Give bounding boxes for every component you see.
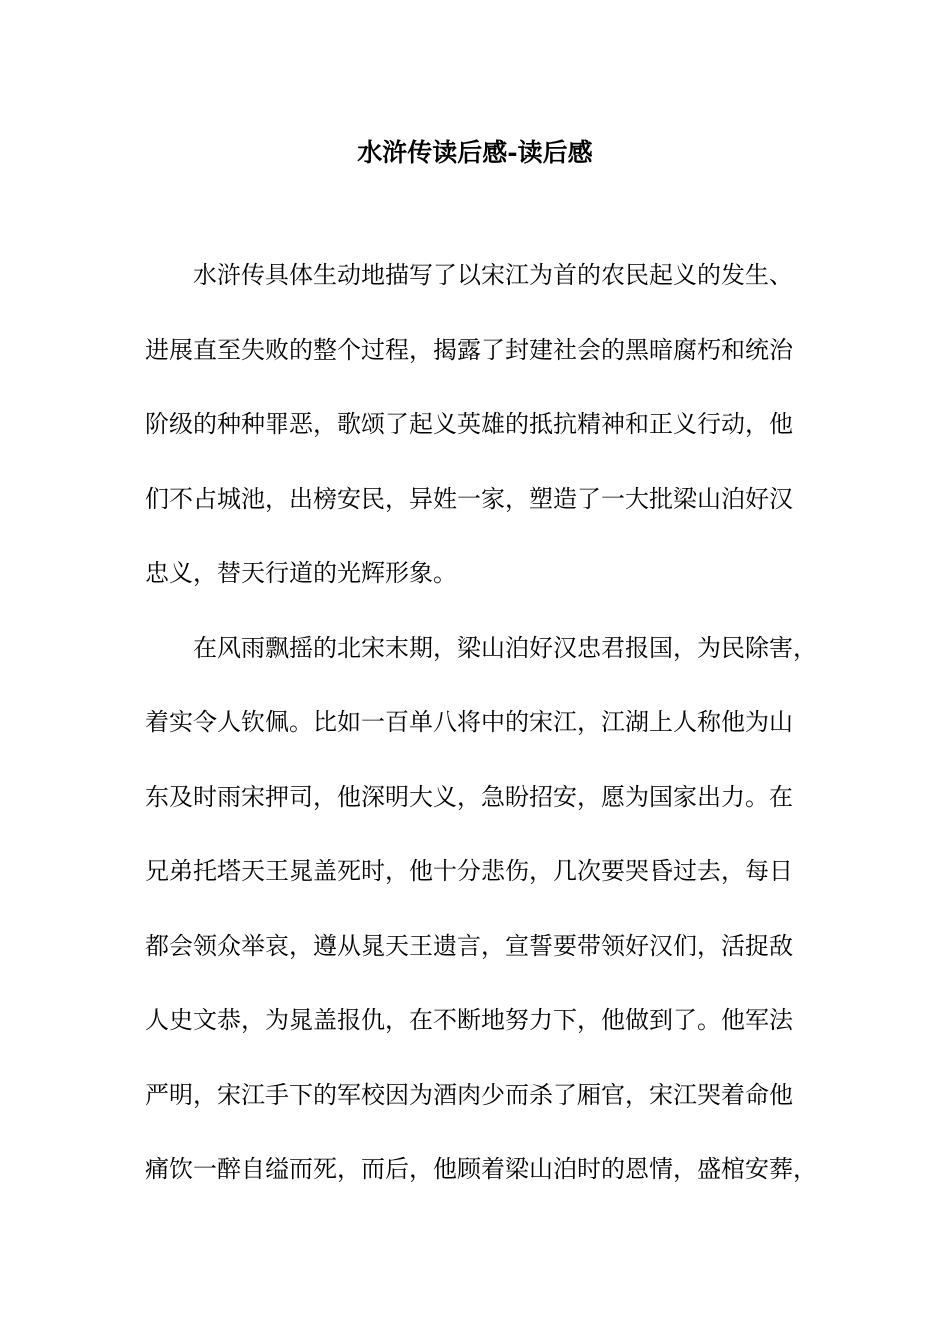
paragraph-2-line-5: 都会领众举哀，遵从晁天王遗言，宣誓要带领好汉们，活捉敌 <box>145 932 793 960</box>
paragraph-2-line-1: 在风雨飘摇的北宋末期，梁山泊好汉忠君报国，为民除害， <box>193 634 817 662</box>
paragraph-2-line-7: 严明，宋江手下的军校因为酒肉少而杀了厢官，宋江哭着命他 <box>145 1081 793 1109</box>
paragraph-1-line-1: 水浒传具体生动地描写了以宋江为首的农民起义的发生、 <box>193 261 793 289</box>
paragraph-1-line-3: 阶级的种种罪恶，歌颂了起义英雄的抵抗精神和正义行动，他 <box>145 410 793 438</box>
paragraph-2-line-8: 痛饮一醉自缢而死，而后，他顾着梁山泊时的恩情，盛棺安葬， <box>145 1155 817 1183</box>
paragraph-1-line-5: 忠义，替天行道的光辉形象。 <box>145 559 457 587</box>
paragraph-2-line-3: 东及时雨宋押司，他深明大义，急盼招安，愿为国家出力。在 <box>145 783 793 811</box>
document-title: 水浒传读后感-读后感 <box>357 138 593 167</box>
paragraph-2-line-6: 人史文恭，为晁盖报仇，在不断地努力下，他做到了。他军法 <box>145 1006 793 1034</box>
paragraph-1-line-2: 进展直至失败的整个过程，揭露了封建社会的黑暗腐朽和统治 <box>145 336 793 364</box>
paragraph-2-line-2: 着实令人钦佩。比如一百单八将中的宋江，江湖上人称他为山 <box>145 708 793 736</box>
paragraph-1-line-4: 们不占城池，出榜安民，异姓一家，塑造了一大批梁山泊好汉 <box>145 485 793 513</box>
paragraph-2-line-4: 兄弟托塔天王晁盖死时，他十分悲伤，几次要哭昏过去，每日 <box>145 857 793 885</box>
